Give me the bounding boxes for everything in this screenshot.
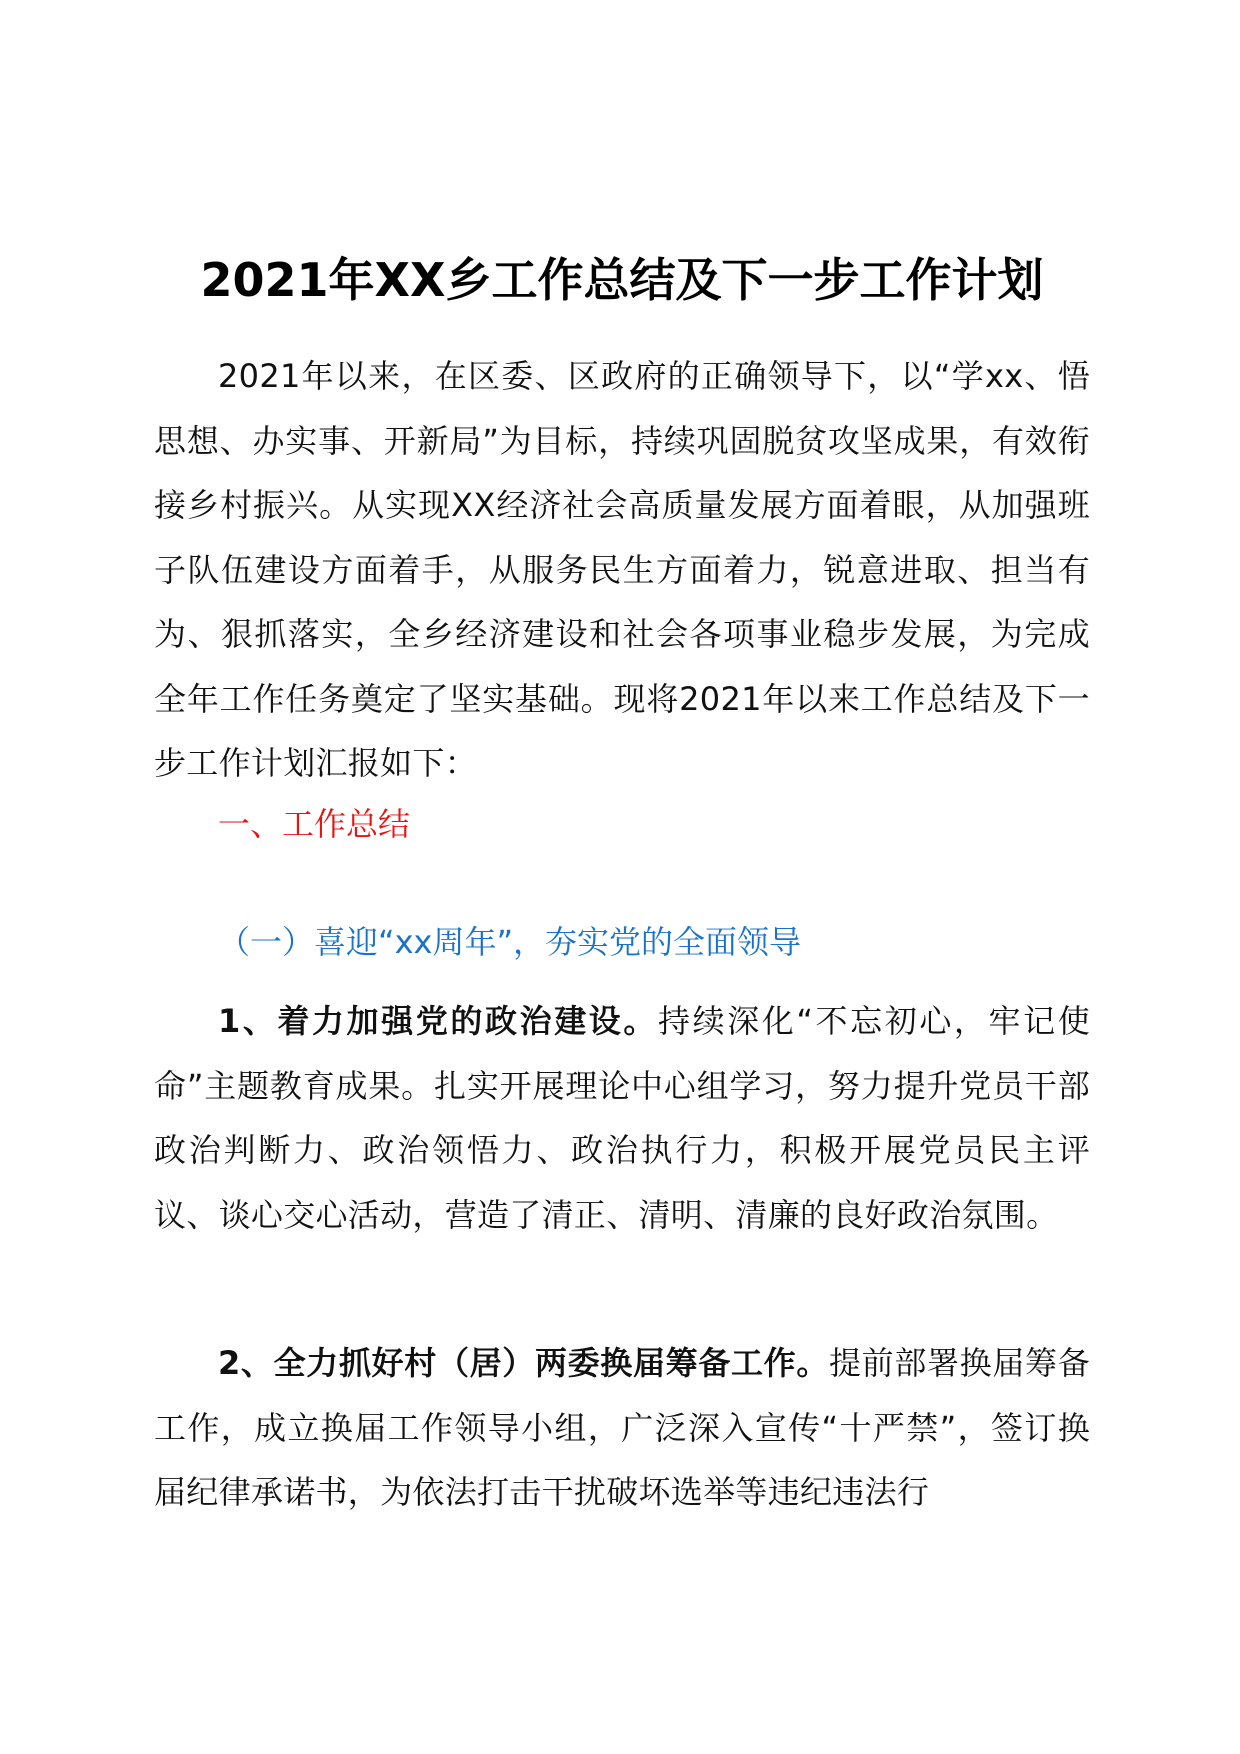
section-heading-work-summary: 一、工作总结 — [218, 805, 411, 843]
item-lead-election-prep: 2、全力抓好村（居）两委换届筹备工作。 — [218, 1344, 829, 1382]
item-paragraph-election-prep — [154, 1331, 1090, 1525]
item-body-election-prep: 提前部署换届筹备工作，成立换届工作领导小组，广泛深入宣传“十严禁”，签订换届纪律承诺书，为依法打击干扰破坏选举等违纪违法行 — [154, 1344, 1090, 1511]
item-body-political-building: 持续深化“不忘初心，牢记使命”主题教育成果。扎实开展理论中心组学习，努力提升党员干部政治判断力、政治领悟力、政治执行力，积极开展党员民主评议、谈心交心活动，营造了清正、清明、清廉的良好政治氛围。 — [154, 1002, 1091, 1234]
document-title: 2021年XX乡工作总结及下一步工作计划 — [200, 253, 1044, 307]
item-paragraph-political-building — [154, 989, 1090, 1247]
intro-paragraph: 2021年以来，在区委、区政府的正确领导下，以“学xx、悟思想、办实事、开新局”为目标，持续巩固脱贫攻坚成果，有效衔接乡村振兴。从实现XX经济社会高质量发展方面着眼，从加强班子队伍建设方面着手，从服务民生方面着力，锐意进取、担当有为、狠抓落实，全乡经济建设和社会各项事业稳步发展，为完成全年工作任务奠定了坚实基础。现将2021年以来工作总结及下一步工作计划汇报如下： — [154, 357, 1090, 782]
item-lead-political-building: 1、着力加强党的政治建设。 — [218, 1002, 658, 1040]
subsection-heading-party-leadership: （一）喜迎“xx周年”，夯实党的全面领导 — [218, 923, 802, 961]
